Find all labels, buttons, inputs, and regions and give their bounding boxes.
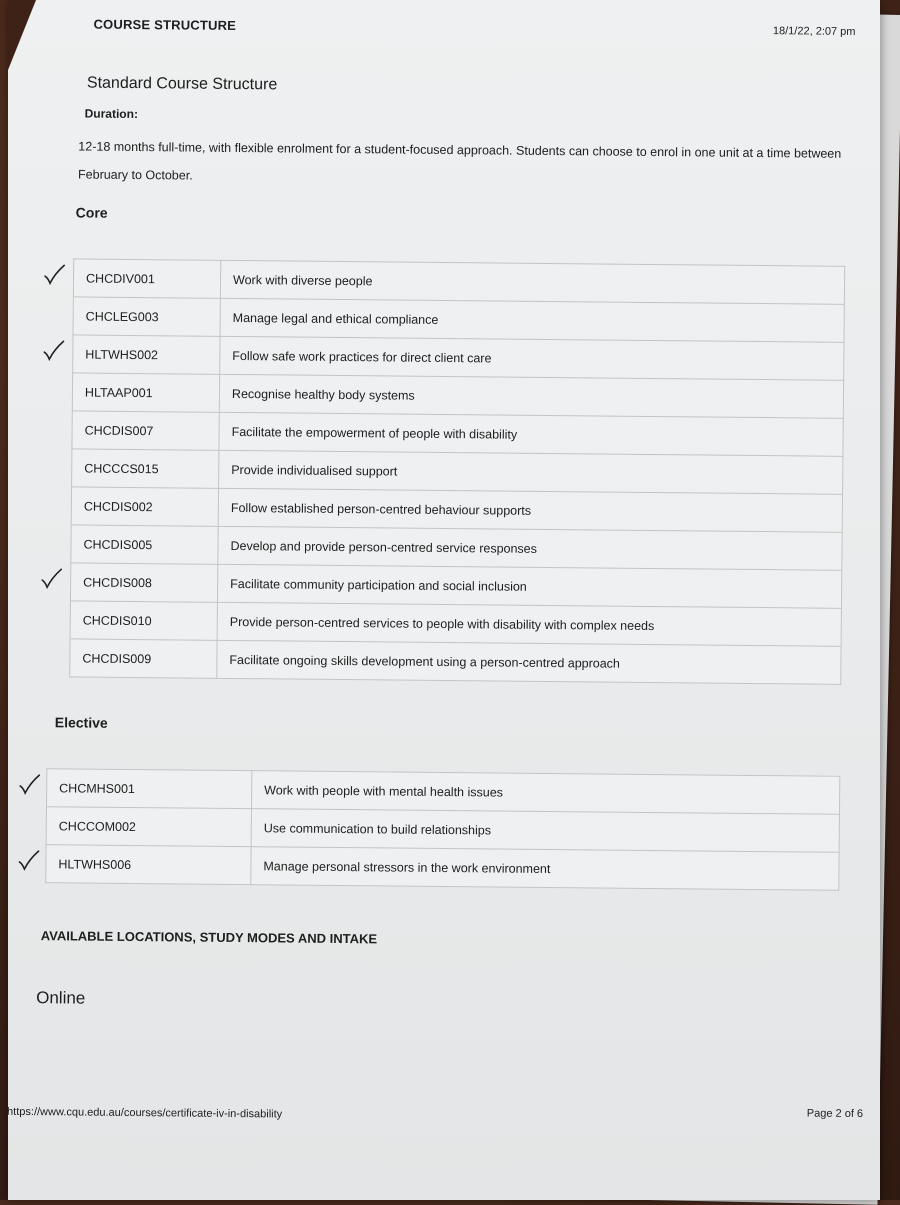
unit-code: CHCDIS002 — [71, 487, 218, 526]
unit-code: CHCCOM002 — [46, 807, 251, 847]
unit-code: HLTAAP001 — [72, 373, 219, 412]
document-title: Standard Course Structure — [86, 74, 278, 94]
check-mark-icon — [43, 264, 65, 286]
locations-heading: AVAILABLE LOCATIONS, STUDY MODES AND INTAKE — [40, 928, 378, 947]
unit-title: Facilitate ongoing skills development using a person-centred approach — [217, 640, 841, 684]
unit-title: Develop and provide person-centred service responses — [218, 526, 842, 570]
page-number: Page 2 of 6 — [806, 1107, 864, 1121]
unit-code: HLTWHS002 — [73, 335, 220, 374]
unit-code: CHCCCS015 — [72, 449, 219, 488]
unit-code: CHCDIS005 — [71, 525, 218, 564]
unit-code: CHCMHS001 — [46, 769, 251, 809]
unit-code: CHCDIV001 — [73, 259, 220, 298]
unit-title: Manage legal and ethical compliance — [220, 298, 844, 342]
unit-code: HLTWHS006 — [46, 845, 251, 885]
unit-code: CHCDIS009 — [70, 639, 217, 678]
footer-url: https://www.cqu.edu.au/courses/certificate-iv-in-disability — [7, 1105, 283, 1121]
unit-code: CHCDIS007 — [72, 411, 219, 450]
unit-code: CHCDIS010 — [70, 601, 217, 640]
page-content — [2, 0, 885, 1204]
duration-text: 12-18 months full-time, with flexible enrolment for a student-focused approach. Students can choose to enrol in one unit at a time between February to October. — [78, 139, 842, 183]
folded-corner — [8, 0, 36, 70]
unit-title: Work with people with mental health issues — [251, 771, 839, 815]
unit-title: Facilitate the empowerment of people with disability — [219, 412, 843, 456]
unit-code: CHCDIS008 — [70, 563, 217, 602]
printed-page — [8, 0, 880, 1200]
study-mode: Online — [36, 988, 86, 1008]
unit-row — [46, 845, 839, 891]
core-heading: Core — [75, 204, 108, 221]
unit-title: Follow established person-centred behaviour supports — [218, 488, 842, 532]
elective-units-table — [45, 768, 840, 891]
unit-code: CHCLEG003 — [73, 297, 220, 336]
unit-title: Work with diverse people — [220, 260, 844, 304]
unit-title: Use communication to build relationships — [251, 809, 839, 853]
core-units-table — [69, 258, 845, 684]
header-title: COURSE STRUCTURE — [93, 16, 237, 33]
unit-title: Follow safe work practices for direct client care — [220, 336, 844, 380]
unit-title: Provide individualised support — [219, 450, 843, 494]
unit-title: Facilitate community participation and social inclusion — [217, 564, 841, 608]
unit-title: Recognise healthy body systems — [219, 374, 843, 418]
duration-label: Duration: — [84, 106, 139, 122]
check-mark-icon — [18, 774, 40, 796]
check-mark-icon — [40, 568, 62, 590]
header-datetime: 18/1/22, 2:07 pm — [772, 25, 856, 38]
check-mark-icon — [42, 340, 64, 362]
unit-title: Manage personal stressors in the work environment — [251, 847, 839, 891]
unit-row — [70, 639, 841, 684]
elective-heading: Elective — [54, 714, 108, 731]
check-mark-icon — [17, 850, 39, 872]
handwritten-ticks — [14, 0, 886, 4]
unit-title: Provide person-centred services to people with disability with complex needs — [217, 602, 841, 646]
